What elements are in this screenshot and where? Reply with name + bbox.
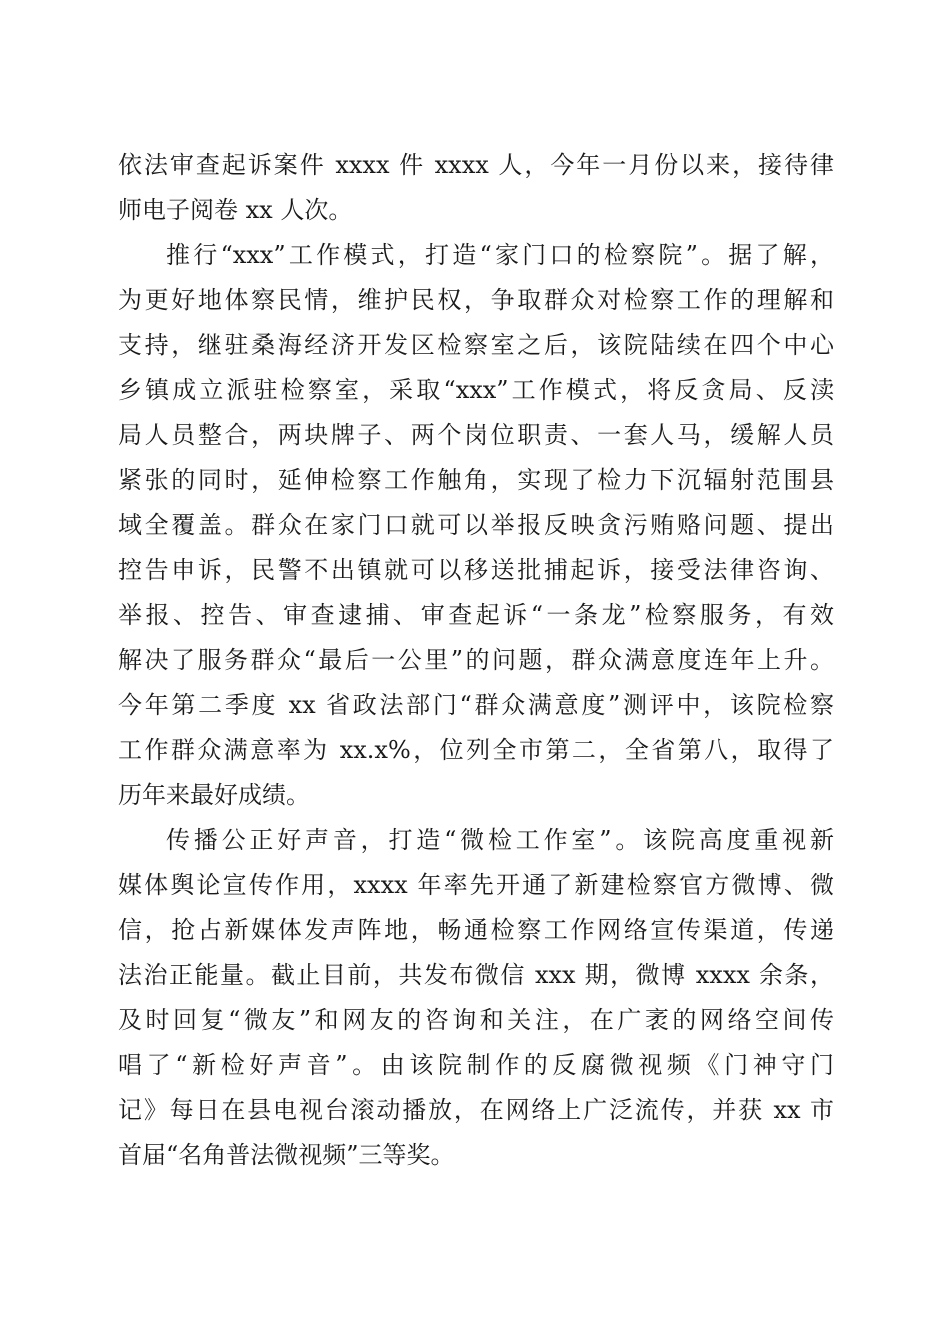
paragraph-2: [118, 233, 834, 818]
text-line: 师电子阅卷 xx 人次。: [118, 196, 353, 224]
text-line: 推行“xxx”工作模式，打造“家门口的检察院”。据了解，: [166, 241, 834, 269]
text-line: 传播公正好声音，打造“微检工作室”。该院高度重视新: [166, 826, 834, 854]
paragraph-1: [118, 143, 834, 233]
text-line: 为更好地体察民情，维护民权，争取群众对检察工作的理解和: [118, 286, 834, 314]
text-line: 今年第二季度 xx 省政法部门“群众满意度”测评中，该院检察: [118, 691, 834, 719]
text-line: 举报、控告、审查逮捕、审查起诉“一条龙”检察服务，有效: [118, 601, 834, 629]
text-line: 乡镇成立派驻检察室，采取“xxx”工作模式，将反贪局、反渎: [118, 376, 834, 404]
text-line: 首届“名角普法微视频”三等奖。: [118, 1141, 455, 1169]
text-line: 历年来最好成绩。: [118, 781, 310, 809]
text-line: 媒体舆论宣传作用，xxxx 年率先开通了新建检察官方微博、微: [118, 871, 834, 899]
text-line: 唱了“新检好声音”。由该院制作的反腐微视频《门神守门: [118, 1051, 834, 1079]
text-line: 解决了服务群众“最后一公里”的问题，群众满意度连年上升。: [118, 646, 834, 674]
paragraph-3: [118, 818, 834, 1178]
text-line: 控告申诉，民警不出镇就可以移送批捕起诉，接受法律咨询、: [118, 556, 834, 584]
text-line: 记》每日在县电视台滚动播放，在网络上广泛流传，并获 xx 市: [118, 1096, 834, 1124]
text-line: 及时回复“微友”和网友的咨询和关注，在广袤的网络空间传: [118, 1006, 834, 1034]
text-line: 工作群众满意率为 xx.x%，位列全市第二，全省第八，取得了: [118, 736, 834, 764]
document-body: [118, 143, 834, 1178]
text-line: 信，抢占新媒体发声阵地，畅通检察工作网络宣传渠道，传递: [118, 916, 834, 944]
text-line: 局人员整合，两块牌子、两个岗位职责、一套人马，缓解人员: [118, 421, 834, 449]
text-line: 域全覆盖。群众在家门口就可以举报反映贪污贿赂问题、提出: [118, 511, 834, 539]
text-line: 法治正能量。截止目前，共发布微信 xxx 期，微博 xxxx 余条，: [118, 961, 834, 989]
text-line: 依法审查起诉案件 xxxx 件 xxxx 人，今年一月份以来，接待律: [118, 151, 834, 179]
text-line: 支持，继驻桑海经济开发区检察室之后，该院陆续在四个中心: [118, 331, 834, 359]
text-line: 紧张的同时，延伸检察工作触角，实现了检力下沉辐射范围县: [118, 466, 834, 494]
